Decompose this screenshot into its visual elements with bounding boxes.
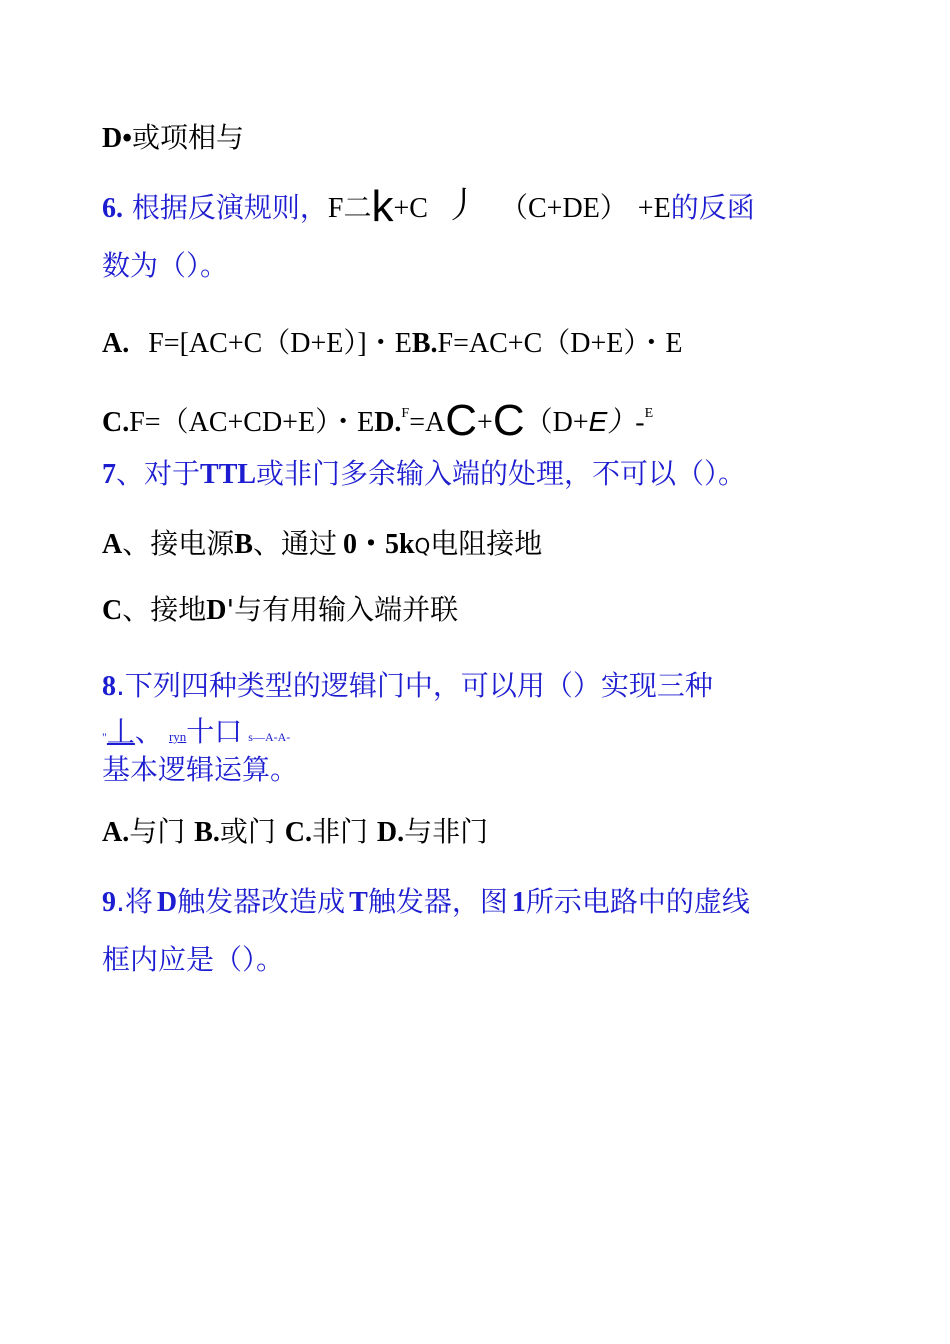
- question-text-end: 所示电路中的虚线: [525, 885, 750, 918]
- option-d-c1: C: [445, 396, 478, 445]
- q8-garbled-line: [102, 714, 290, 755]
- ttl-term: TTL: [200, 459, 257, 490]
- resistance-value: 0・5k: [342, 529, 415, 560]
- formula-plus-c: +C: [393, 193, 428, 224]
- question-text: 触发器改造成: [177, 885, 346, 918]
- option-d-label: D.: [376, 817, 405, 848]
- option-c-text: 、接地: [122, 593, 207, 626]
- option-d-e: E）: [588, 406, 636, 437]
- question-text-end: 或非门多余输入端的处理，不可以（）。: [256, 457, 747, 490]
- option-b-label: B: [234, 529, 253, 560]
- option-a-text: 、接电源: [122, 527, 235, 560]
- option-d-a: =A: [409, 407, 446, 438]
- garbled-fragment: ryn: [168, 729, 187, 744]
- formula-k: k: [371, 182, 394, 231]
- formula-group: （C+DE）: [500, 193, 628, 224]
- question-text: 框内应是（）。: [102, 943, 285, 976]
- option-d-dash: -: [635, 407, 645, 438]
- garbled-fragment: 十口: [186, 715, 243, 748]
- question-text: 根据反演规则，: [131, 191, 328, 224]
- option-b-label: B.: [411, 328, 438, 359]
- option-c-label: C: [102, 595, 123, 626]
- garbled-fragment: ": [102, 730, 107, 744]
- formula-plus-e: +E: [637, 193, 671, 224]
- figure-number: 1: [511, 887, 526, 918]
- formula-eq: 二: [343, 191, 372, 224]
- option-d-label: D.: [374, 407, 402, 438]
- option-b-end: 电阻接地: [430, 527, 543, 560]
- option-d-text: 与非门: [404, 815, 489, 848]
- q6-line-2: [102, 248, 228, 284]
- q8-line-1: [102, 668, 713, 705]
- option-b-label: B.: [194, 817, 220, 848]
- option-a-text: F=[AC+C（D+E）]・E: [148, 328, 412, 359]
- garbled-fragment: s—A-A-: [248, 730, 291, 744]
- option-a-label: A: [102, 529, 123, 560]
- question-text: 触发器，图: [367, 885, 508, 918]
- option-d-c2: C: [492, 396, 525, 445]
- question-number: 6.: [102, 193, 123, 224]
- option-c-text: 非门: [312, 815, 369, 848]
- question-text: 数为（）。: [102, 249, 229, 282]
- option-label: D•: [102, 123, 133, 154]
- option-a-label: A.: [102, 817, 130, 848]
- garbled-fragment: 丄: [106, 715, 135, 748]
- q6-options-cd: [102, 396, 654, 445]
- q7-options-cd: [102, 592, 458, 629]
- option-d-sup-e: E: [644, 406, 654, 421]
- question-text: .下列四种类型的逻辑门中，可以用（）实现三种: [116, 669, 713, 702]
- q7-options-ab: [102, 526, 542, 564]
- q8-options: [102, 814, 488, 851]
- d-term: D: [156, 887, 178, 918]
- option-c-text: F=（AC+CD+E）・E: [129, 407, 375, 438]
- t-term: T: [349, 887, 368, 918]
- question-text: 、对于: [116, 457, 201, 490]
- q7-line: [102, 456, 746, 493]
- option-b-text: 、通过: [252, 527, 337, 560]
- formula-f: F: [327, 193, 344, 224]
- q6-line-1: [102, 182, 755, 231]
- question-text-end: 的反函: [670, 191, 755, 224]
- q6-options-ab: [102, 326, 682, 362]
- formula-bar: 丿: [443, 185, 480, 226]
- question-number: 9: [102, 887, 116, 918]
- option-b-text: F=AC+C（D+E）・E: [437, 328, 683, 359]
- option-c-label: C.: [102, 407, 130, 438]
- question-number: 8: [102, 671, 116, 702]
- question-number: 7: [102, 459, 116, 490]
- option-a-label: A.: [102, 328, 130, 359]
- q5-option-d: [102, 120, 244, 157]
- question-text: .将: [116, 885, 153, 918]
- option-c-label: C.: [284, 817, 312, 848]
- option-text: 或项相与: [132, 121, 245, 154]
- garbled-fragment: 、: [134, 715, 163, 748]
- q9-line-2: [102, 942, 284, 978]
- q9-line-1: [102, 884, 750, 921]
- ohm-symbol: Q: [414, 534, 431, 558]
- option-d-text: '与有用输入端并联: [226, 593, 459, 626]
- question-text: 基本逻辑运算。: [102, 753, 299, 786]
- option-d-plus: +: [477, 407, 493, 438]
- option-d-group: （D+: [524, 407, 589, 438]
- option-b-text: 或门: [219, 815, 276, 848]
- q8-line-3: [102, 752, 298, 788]
- option-d-sup: F: [401, 406, 410, 421]
- option-a-text: 与门: [129, 815, 186, 848]
- option-d-label: D: [206, 595, 227, 626]
